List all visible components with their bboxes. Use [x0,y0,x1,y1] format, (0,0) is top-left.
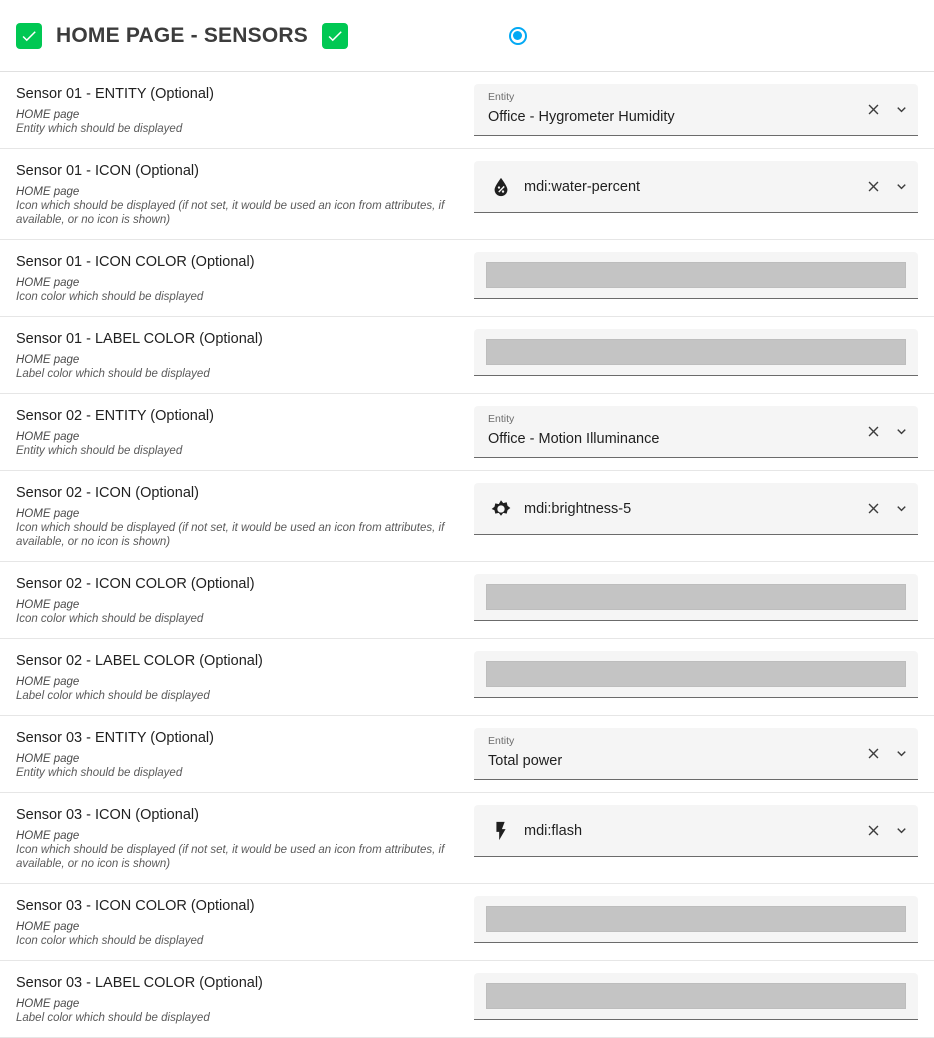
row-control [474,793,934,869]
row-description [0,149,474,239]
field-value[interactable]: mdi:flash [524,822,583,839]
chevron-down-icon[interactable] [892,178,910,196]
field-actions [856,500,910,518]
sensor-02-entity-input[interactable] [474,406,918,458]
chevron-down-icon[interactable] [892,423,910,441]
row-page-note: HOME page [16,431,80,443]
field-label: Entity [488,413,515,425]
color-swatch[interactable] [486,584,906,610]
row-title: Sensor 03 - ENTITY (Optional) [16,730,214,746]
row-control [474,240,934,311]
close-icon[interactable] [864,822,882,840]
sensor-01-entity-input[interactable] [474,84,918,136]
row-help-text: Label color which should be displayed [16,1012,210,1024]
row-title: Sensor 02 - LABEL COLOR (Optional) [16,653,263,669]
row-description [0,240,474,316]
chevron-down-icon[interactable] [892,745,910,763]
row-title: Sensor 02 - ICON (Optional) [16,485,199,501]
sensor-03-icon-input[interactable] [474,805,918,857]
close-icon[interactable] [864,745,882,763]
row-description [0,471,474,561]
row-description [0,961,474,1037]
close-icon[interactable] [864,423,882,441]
field-value[interactable]: mdi:water-percent [524,178,641,195]
field-value[interactable]: Office - Motion Illuminance [488,430,660,447]
checkbox-left[interactable] [16,23,42,49]
row-description [0,793,474,883]
settings-row [0,394,934,471]
color-swatch[interactable] [486,983,906,1009]
row-title: Sensor 02 - ICON COLOR (Optional) [16,576,255,592]
sensor-02-label-color-input[interactable] [474,651,918,698]
row-page-note: HOME page [16,186,80,198]
page-title: HOME PAGE - SENSORS [56,23,308,47]
row-help-text: Icon which should be displayed (if not set, it would be used an icon from attributes, if available, or no icon is shown) [16,522,445,548]
row-title: Sensor 01 - LABEL COLOR (Optional) [16,331,263,347]
row-help-text: Entity which should be displayed [16,767,183,779]
sensor-02-icon-input[interactable] [474,483,918,535]
row-help-text: Icon which should be displayed (if not set, it would be used an icon from attributes, if available, or no icon is shown) [16,200,445,226]
row-control [474,716,934,792]
chevron-down-icon[interactable] [892,101,910,119]
brightness-5-icon [488,498,514,520]
settings-row [0,716,934,793]
field-actions [856,101,910,119]
settings-row [0,471,934,562]
settings-row [0,317,934,394]
flash-icon [488,820,514,842]
field-value[interactable]: Total power [488,752,563,769]
row-page-note: HOME page [16,109,80,121]
row-title: Sensor 01 - ENTITY (Optional) [16,86,214,102]
row-page-note: HOME page [16,830,80,842]
color-swatch[interactable] [486,661,906,687]
row-page-note: HOME page [16,277,80,289]
radio-outer-ring [509,27,527,45]
row-page-note: HOME page [16,753,80,765]
sensor-03-entity-input[interactable] [474,728,918,780]
close-icon[interactable] [864,101,882,119]
settings-row [0,884,934,961]
settings-row [0,240,934,317]
settings-row [0,793,934,884]
row-control [474,562,934,633]
settings-row [0,639,934,716]
chevron-down-icon[interactable] [892,500,910,518]
row-title: Sensor 03 - ICON (Optional) [16,807,199,823]
field-label: Entity [488,735,515,747]
field-actions [856,822,910,840]
row-title: Sensor 03 - LABEL COLOR (Optional) [16,975,263,991]
color-swatch[interactable] [486,262,906,288]
page-header [0,0,934,72]
row-help-text: Label color which should be displayed [16,368,210,380]
row-page-note: HOME page [16,998,80,1010]
color-swatch[interactable] [486,906,906,932]
sensor-03-icon-color-input[interactable] [474,896,918,943]
color-swatch[interactable] [486,339,906,365]
row-help-text: Icon color which should be displayed [16,613,204,625]
radio-inner-dot [513,31,522,40]
row-help-text: Entity which should be displayed [16,445,183,457]
row-control [474,317,934,388]
close-icon[interactable] [864,178,882,196]
row-title: Sensor 01 - ICON COLOR (Optional) [16,254,255,270]
water-percent-icon [488,176,514,198]
checkbox-right[interactable] [322,23,348,49]
row-control [474,961,934,1032]
row-page-note: HOME page [16,599,80,611]
row-description [0,639,474,715]
row-control [474,471,934,547]
row-page-note: HOME page [16,354,80,366]
field-actions [856,745,910,763]
sensor-02-icon-color-input[interactable] [474,574,918,621]
settings-row [0,149,934,240]
field-value[interactable]: mdi:brightness-5 [524,500,632,517]
row-description [0,716,474,792]
row-help-text: Icon color which should be displayed [16,935,204,947]
sensor-03-label-color-input[interactable] [474,973,918,1020]
chevron-down-icon[interactable] [892,822,910,840]
row-help-text: Entity which should be displayed [16,123,183,135]
row-control [474,394,934,470]
sensor-01-icon-color-input[interactable] [474,252,918,299]
row-page-note: HOME page [16,676,80,688]
settings-row [0,72,934,149]
sensor-01-icon-input[interactable] [474,161,918,213]
row-control [474,884,934,955]
row-description [0,884,474,960]
field-actions [856,178,910,196]
field-value[interactable]: Office - Hygrometer Humidity [488,108,675,125]
row-control [474,639,934,710]
row-help-text: Icon color which should be displayed [16,291,204,303]
field-actions [856,423,910,441]
close-icon[interactable] [864,500,882,518]
row-title: Sensor 03 - ICON COLOR (Optional) [16,898,255,914]
row-page-note: HOME page [16,921,80,933]
row-page-note: HOME page [16,508,80,520]
row-title: Sensor 01 - ICON (Optional) [16,163,199,179]
row-description [0,72,474,148]
field-label: Entity [488,91,515,103]
row-control [474,72,934,148]
row-help-text: Icon which should be displayed (if not set, it would be used an icon from attributes, if available, or no icon is shown) [16,844,445,870]
row-help-text: Label color which should be displayed [16,690,210,702]
radio-button[interactable] [498,16,538,56]
row-description [0,317,474,393]
settings-row [0,562,934,639]
row-title: Sensor 02 - ENTITY (Optional) [16,408,214,424]
sensor-01-label-color-input[interactable] [474,329,918,376]
row-description [0,562,474,638]
row-control [474,149,934,225]
settings-row [0,961,934,1038]
row-description [0,394,474,470]
settings-rows [0,72,934,1038]
